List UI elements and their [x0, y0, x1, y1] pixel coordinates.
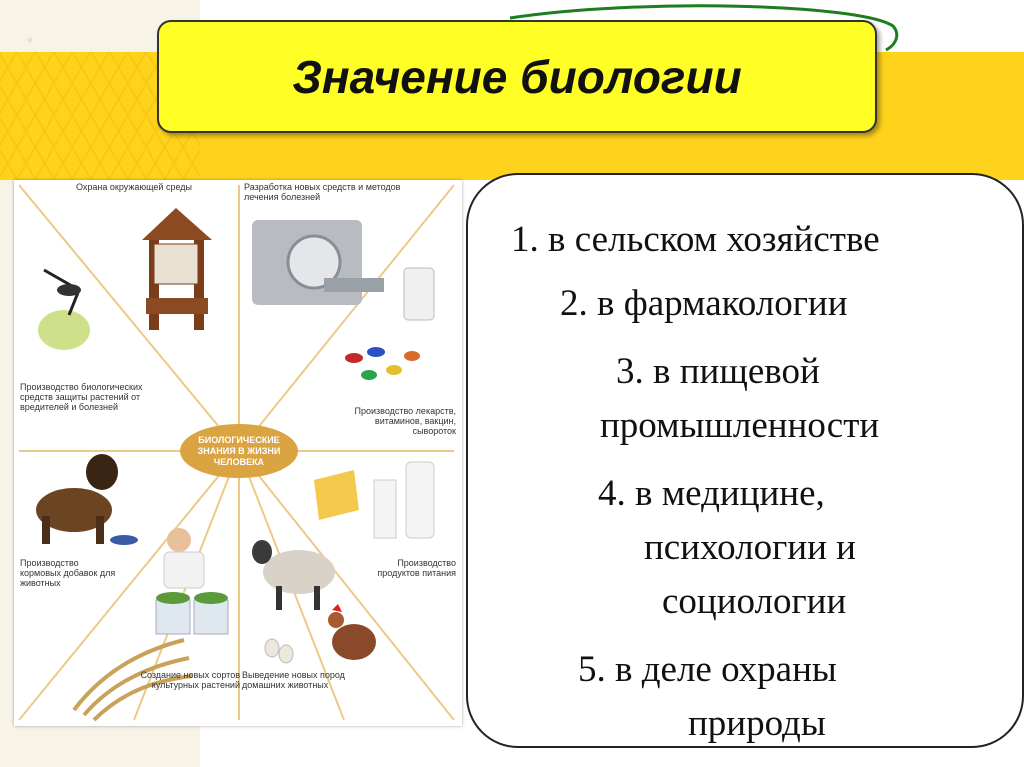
poster-image	[14, 180, 462, 726]
list-item-5: 5. в деле охраны	[578, 649, 837, 690]
poster-caption: Охрана окружающей среды	[76, 182, 192, 192]
poster-caption: Разработка новых средств и методов лечения болезней	[244, 182, 401, 202]
list-item-5-continued: природы	[688, 703, 826, 744]
sign-illustration	[142, 208, 212, 330]
slide-title: Значение биологии	[292, 50, 742, 103]
vial-illustration	[404, 268, 434, 320]
poster-caption: Производство кормовых добавок для животных	[20, 558, 116, 588]
list-item-2: 2. в фармакологии	[560, 283, 848, 324]
poster-center-label: БИОЛОГИЧЕСКИЕ ЗНАНИЯ В ЖИЗНИ ЧЕЛОВЕКА	[180, 424, 298, 478]
list-item-3-continued: промышленности	[600, 405, 880, 446]
poster-caption: Производство лекарств, витаминов, вакцин, сывороток	[354, 406, 456, 436]
pills-illustration	[345, 347, 420, 380]
poster-caption: Производство продуктов питания	[377, 558, 456, 578]
food-illustration	[314, 462, 434, 538]
title-box	[157, 20, 877, 133]
dog-illustration	[36, 454, 138, 545]
list-item-4-continued: социологии	[662, 581, 847, 622]
sheep-illustration	[252, 540, 335, 610]
scientist-illustration	[156, 528, 228, 634]
list-item-4-continued: психологии и	[644, 527, 856, 568]
list-item-3: 3. в пищевой	[616, 351, 820, 392]
egg-illustration	[265, 639, 279, 657]
scanner-illustration	[252, 220, 384, 305]
list-item-1: 1. в сельском хозяйстве	[511, 219, 880, 260]
list-item-4: 4. в медицине,	[598, 473, 825, 514]
poster-caption: Производство биологических средств защиты растений от вредителей и болезней	[20, 382, 143, 412]
list-box	[466, 173, 1024, 748]
poster-caption: Выведение новых пород домашних животных	[242, 670, 345, 690]
poster-caption: Создание новых сортов культурных растений	[140, 670, 240, 690]
insect-illustration	[38, 270, 90, 350]
